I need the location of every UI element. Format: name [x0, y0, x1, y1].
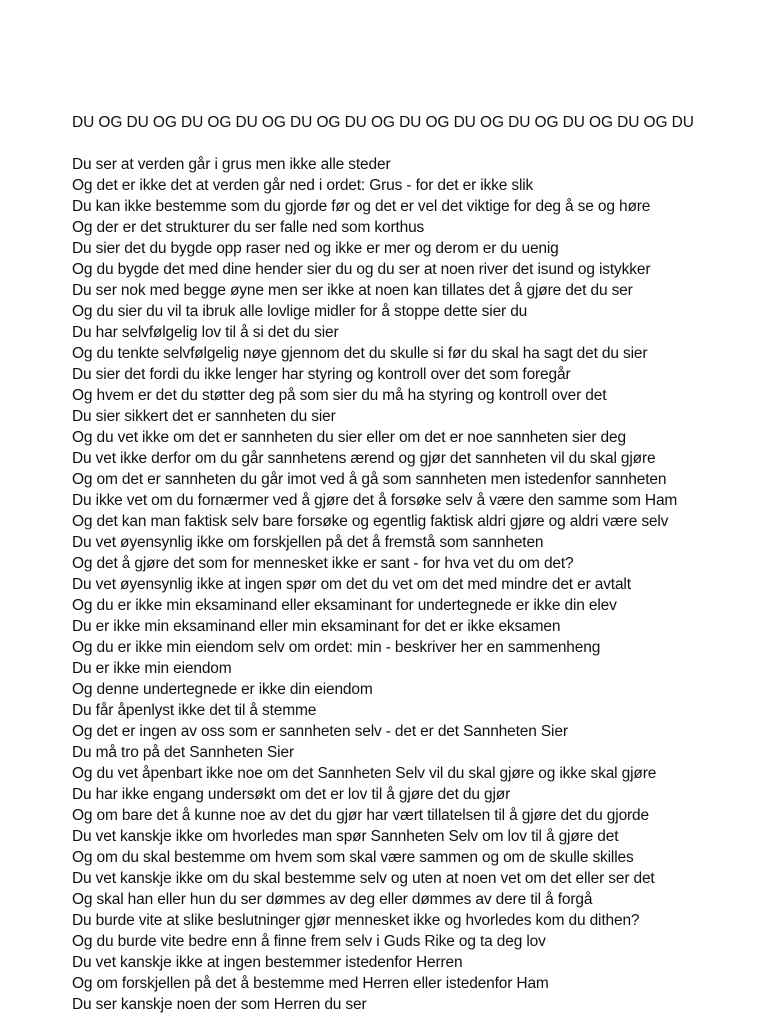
- poem-line: Du burde vite at slike beslutninger gjør mennesket ikke og hvorledes kom du dithen?: [72, 912, 640, 929]
- poem-line: Du er ikke min eksaminand eller min eksaminant for det er ikke eksamen: [72, 618, 561, 635]
- poem-line: Du sier det fordi du ikke lenger har styring og kontroll over det som foregår: [72, 366, 571, 383]
- poem-line: Og skal han eller hun du ser dømmes av deg eller dømmes av dere til å forgå: [72, 891, 593, 908]
- poem-line: Du vet kanskje ikke om hvorledes man spør Sannheten Selv om lov til å gjøre det: [72, 828, 619, 845]
- poem-line: Du ikke vet om du fornærmer ved å gjøre det å forsøke selv å være den samme som Ham: [72, 492, 678, 509]
- document-title: DU OG DU OG DU OG DU OG DU OG DU OG DU OG DU OG DU OG DU OG DU OG DU: [72, 114, 694, 131]
- poem-line: Og du er ikke min eksaminand eller eksaminant for undertegnede er ikke din elev: [72, 597, 617, 614]
- poem-line: Du ser kanskje noen der som Herren du ser: [72, 996, 367, 1013]
- poem-line: Du ser at verden går i grus men ikke alle steder: [72, 156, 391, 173]
- poem-line: Og du sier du vil ta ibruk alle lovlige midler for å stoppe dette sier du: [72, 303, 528, 320]
- poem-line: Og om du skal bestemme om hvem som skal være sammen og om de skulle skilles: [72, 849, 634, 866]
- poem-line: Og hvem er det du støtter deg på som sier du må ha styring og kontroll over det: [72, 387, 607, 404]
- poem-line: Og om bare det å kunne noe av det du gjør har vært tillatelsen til å gjøre det du gjorde: [72, 807, 649, 824]
- poem-line: Og om forskjellen på det å bestemme med Herren eller istedenfor Ham: [72, 975, 549, 992]
- poem-line: Og du vet åpenbart ikke noe om det Sannheten Selv vil du skal gjøre og ikke skal gjøre: [72, 765, 657, 782]
- poem-line: Du vet kanskje ikke om du skal bestemme selv og uten at noen vet om det eller ser det: [72, 870, 655, 887]
- poem-line: Du ser nok med begge øyne men ser ikke at noen kan tillates det å gjøre det du ser: [72, 282, 633, 299]
- poem-line: Og du burde vite bedre enn å finne frem selv i Guds Rike og ta deg lov: [72, 933, 546, 950]
- poem-line: Og du tenkte selvfølgelig nøye gjennom det du skulle si før du skal ha sagt det du sier: [72, 345, 648, 362]
- poem-line: Du vet øyensynlig ikke at ingen spør om det du vet om det med mindre det er avtalt: [72, 576, 631, 593]
- poem-line: Du sier det du bygde opp raser ned og ikke er mer og derom er du uenig: [72, 240, 559, 257]
- poem-line: Og det kan man faktisk selv bare forsøke og egentlig faktisk aldri gjøre og aldri være selv: [72, 513, 669, 530]
- poem-line: Du vet ikke derfor om du går sannhetens ærend og gjør det sannheten vil du skal gjøre: [72, 450, 656, 467]
- poem-line: Du sier sikkert det er sannheten du sier: [72, 408, 336, 425]
- poem-line: Og der er det strukturer du ser falle ned som korthus: [72, 219, 425, 236]
- poem-line: Du kan ikke bestemme som du gjorde før og det er vel det viktige for deg å se og høre: [72, 198, 651, 215]
- poem-line: Og om det er sannheten du går imot ved å gå som sannheten men istedenfor sannheten: [72, 471, 667, 488]
- poem-line: Og det er ikke det at verden går ned i ordet: Grus - for det er ikke slik: [72, 177, 534, 194]
- poem-line: Og du vet ikke om det er sannheten du sier eller om det er noe sannheten sier deg: [72, 429, 626, 446]
- poem-line: Og denne undertegnede er ikke din eiendom: [72, 681, 373, 698]
- poem-line: Du må tro på det Sannheten Sier: [72, 744, 294, 761]
- poem-line: Og det å gjøre det som for mennesket ikke er sant - for hva vet du om det?: [72, 555, 574, 572]
- poem-line: Og du er ikke min eiendom selv om ordet: min - beskriver her en sammenheng: [72, 639, 601, 656]
- poem-line: Og du bygde det med dine hender sier du og du ser at noen river det isund og istykker: [72, 261, 651, 278]
- poem-line: Du har ikke engang undersøkt om det er lov til å gjøre det du gjør: [72, 786, 511, 803]
- poem-line: Og det er ingen av oss som er sannheten selv - det er det Sannheten Sier: [72, 723, 568, 740]
- poem-line: Du har selvfølgelig lov til å si det du sier: [72, 324, 339, 341]
- poem-line: Du får åpenlyst ikke det til å stemme: [72, 702, 317, 719]
- document-page: [72, 112, 752, 1015]
- poem-line: Du vet kanskje ikke at ingen bestemmer istedenfor Herren: [72, 954, 463, 971]
- poem-line: Du er ikke min eiendom: [72, 660, 232, 677]
- poem-body: [72, 154, 752, 1015]
- poem-line: Du vet øyensynlig ikke om forskjellen på det å fremstå som sannheten: [72, 534, 544, 551]
